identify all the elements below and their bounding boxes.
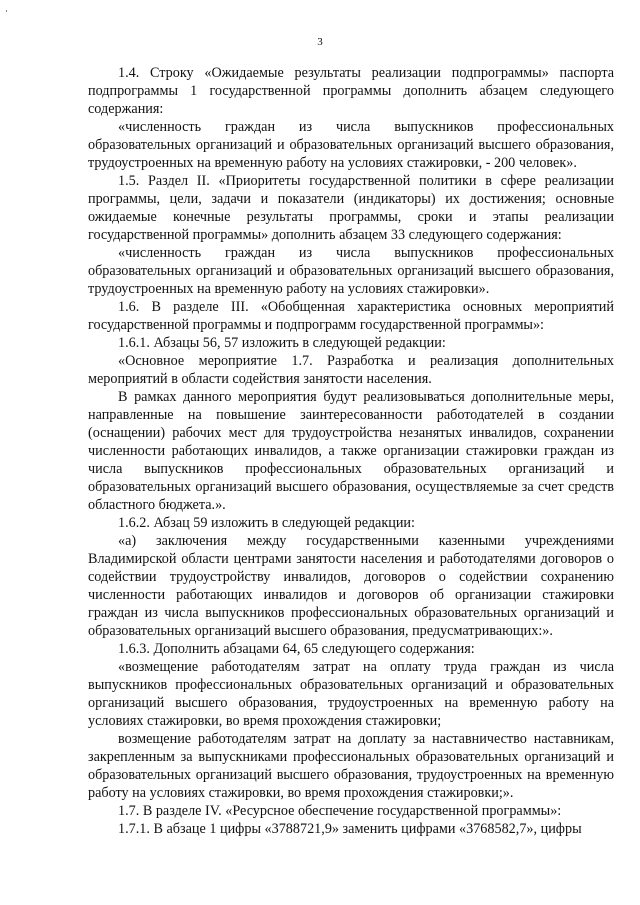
paragraph-quote-expected-result: «численность граждан из числа выпускников профессиональных образовательных организаций и образовательных организаций высшего образования, трудоустроенных на временную работу на условиях стажировки, - 200 человек». [88, 119, 614, 171]
paragraph-1-6-3: 1.6.3. Дополнить абзацами 64, 65 следующего содержания: [118, 641, 475, 657]
paragraph-quote-wage-compensation: «возмещение работодателям затрат на оплату труда граждан из числа выпускников профессиональных образовательных организаций и образовательных организаций высшего образования, трудоустроенных на временную работу на условиях стажировки, во время прохождения стажировки; [88, 659, 614, 729]
paragraph-1-4: 1.4. Строку «Ожидаемые результаты реализации подпрограммы» паспорта подпрограммы 1 государственной программы дополнить абзацем следующего содержания: [88, 65, 614, 117]
page-number: 3 [317, 36, 323, 48]
paragraph-1-5: 1.5. Раздел II. «Приоритеты государственной политики в сфере реализации программы, цели, задачи и показатели (индикаторы) их достижения; основные ожидаемые конечные результаты программы, сроки и этапы реализации государственной программы» дополнить абзацем 33 следующего содержания: [88, 173, 614, 243]
paragraph-quote-contracts: «а) заключения между государственными казенными учреждениями Владимирской области центрами занятости населения и работодателями договоров о содействии трудоустройству инвалидов, договоров о содействии сохранению численности работающих инвалидов и договоров об организации стажировки граждан из числа выпускников профессиональных образовательных организаций и образовательных организаций высшего образования, предусматривающих:». [88, 533, 614, 639]
scan-artifact [6, 10, 7, 12]
paragraph-1-6-2: 1.6.2. Абзац 59 изложить в следующей редакции: [118, 515, 415, 531]
paragraph-quote-indicator: «численность граждан из числа выпускников профессиональных образовательных организаций и образовательных организаций высшего образования, трудоустроенных на временную работу на условиях стажировки». [88, 245, 614, 297]
paragraph-measure-details: В рамках данного мероприятия будут реализовываться дополнительные меры, направленные на повышение заинтересованности работодателей в создании (оснащении) рабочих мест для трудоустройства незанятых инвалидов, сохранении численности работающих инвалидов, а также организации стажировки граждан из числа выпускников профессиональных образовательных организаций и образовательных организаций высшего образования, осуществляемые за счет средств областного бюджета.». [88, 389, 614, 513]
paragraph-1-7: 1.7. В разделе IV. «Ресурсное обеспечение государственной программы»: [118, 803, 562, 819]
paragraph-1-6: 1.6. В разделе III. «Обобщенная характеристика основных мероприятий государственной программы и подпрограмм государственной программы»: [88, 299, 614, 333]
paragraph-quote-main-measure: «Основное мероприятие 1.7. Разработка и реализация дополнительных мероприятий в области содействия занятости населения. [88, 353, 614, 387]
paragraph-1-6-1: 1.6.1. Абзацы 56, 57 изложить в следующей редакции: [118, 335, 446, 351]
paragraph-mentorship-compensation: возмещение работодателям затрат на доплату за наставничество наставникам, закрепленным за выпускниками профессиональных образовательных организаций и образовательных организаций высшего образования, трудоустроенных на временную работу на условиях стажировки, во время прохождения стажировки;». [88, 731, 614, 801]
paragraph-1-7-1: 1.7.1. В абзаце 1 цифры «3788721,9» заменить цифрами «3768582,7», цифры [118, 821, 582, 837]
document-body [88, 64, 614, 838]
